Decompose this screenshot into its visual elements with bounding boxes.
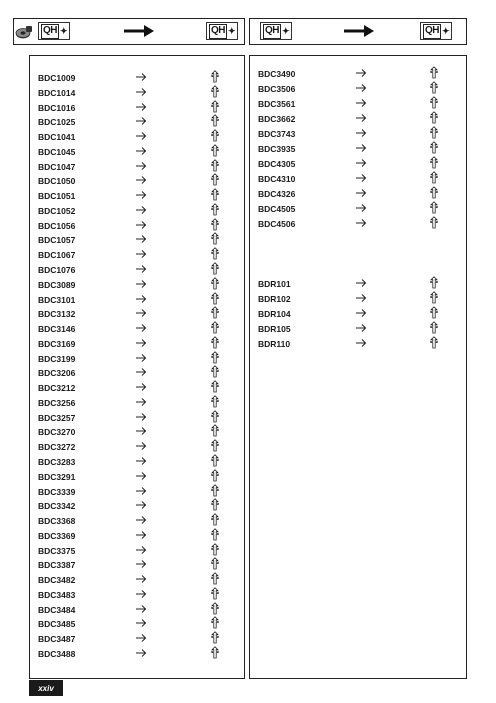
qh-logo-icon: QH ✦ [260,22,292,40]
part-code: BDC1050 [38,176,76,187]
part-code: BDC3561 [258,99,296,109]
part-code: BDR110 [258,339,291,349]
right-arrow-icon [135,233,147,245]
right-arrow-icon [135,219,147,231]
right-arrow-icon [135,440,147,452]
right-arrow-icon [135,293,147,305]
part-code: BDC3487 [38,634,76,645]
cross-symbol-icon [211,321,219,334]
part-code: BDC3375 [38,545,76,556]
part-code: BDC3935 [258,144,296,154]
right-arrow-icon [135,558,147,570]
right-arrow-icon [135,263,147,275]
part-code: BDC3488 [38,649,76,660]
cross-symbol-icon [430,321,438,334]
cross-symbol-icon [430,201,438,214]
part-code: BDC3482 [38,575,76,586]
right-arrow-icon [355,97,367,109]
part-code: BDC3484 [38,604,76,615]
right-arrow-icon [135,647,147,659]
part-code: BDC3291 [38,471,76,482]
part-code: BDC3369 [38,530,76,541]
part-code: BDC3101 [38,294,76,305]
part-code: BDC3146 [38,324,76,335]
part-code: BDC3212 [38,383,76,394]
right-arrow-icon [135,588,147,600]
qh-logo-icon: QH ✦ [206,22,238,40]
cross-symbol-icon [211,365,219,378]
right-arrow-icon [355,82,367,94]
cross-symbol-icon [211,262,219,275]
cross-symbol-icon [211,70,219,83]
right-arrow-icon [355,67,367,79]
cross-symbol-icon [430,156,438,169]
cross-symbol-icon [211,114,219,127]
part-code: BDC3257 [38,412,76,423]
part-code: BDC4506 [258,219,296,229]
part-code: BDC3743 [258,129,296,139]
cross-symbol-icon [430,111,438,124]
right-arrow-icon [355,337,367,349]
part-code: BDC1057 [38,235,76,246]
qh-logo-icon: QH ✦ [38,22,70,40]
part-code: BDC3256 [38,397,76,408]
right-arrow-icon [135,529,147,541]
right-arrow-icon [135,337,147,349]
cross-symbol-icon [211,336,219,349]
part-code: BDC4310 [258,174,296,184]
right-arrow-icon [135,470,147,482]
right-arrow-icon [135,455,147,467]
cross-symbol-icon [211,380,219,393]
cross-symbol-icon [211,631,219,644]
cross-symbol-icon [430,276,438,289]
right-arrow-icon [135,544,147,556]
right-arrow-icon [355,187,367,199]
right-arrow-icon [135,499,147,511]
right-arrow-icon [355,202,367,214]
cross-symbol-icon [430,336,438,349]
right-arrow-icon [135,485,147,497]
part-code: BDR102 [258,294,291,304]
part-code: BDC3490 [258,69,296,79]
right-arrow-icon [135,632,147,644]
part-code: BDC3132 [38,309,76,320]
part-code: BDC1076 [38,265,76,275]
cross-symbol-icon [211,144,219,157]
part-code: BDC3483 [38,589,76,600]
part-code: BDC4305 [258,159,296,169]
cross-symbol-icon [430,291,438,304]
cross-symbol-icon [211,498,219,511]
right-arrow-icon [135,145,147,157]
logo-text: QH [209,24,227,39]
right-arrow-icon [135,381,147,393]
part-code: BDC3283 [38,457,76,468]
right-arrow-icon [135,352,147,364]
cross-symbol-icon [211,528,219,541]
cross-symbol-icon [430,141,438,154]
right-arrow-icon [135,248,147,260]
cross-symbol-icon [211,616,219,629]
part-code: BDC1014 [38,87,76,98]
cross-symbol-icon [211,587,219,600]
cross-symbol-icon [430,126,438,139]
part-code: BDC1016 [38,102,76,113]
right-arrow-icon [355,217,367,229]
part-code: BDC3089 [38,279,76,290]
right-arrow-icon [355,172,367,184]
cross-symbol-icon [430,171,438,184]
right-arrow-icon [135,617,147,629]
brake-disc-icon [15,24,33,40]
part-code: BDC1052 [38,205,76,216]
bold-right-arrow-icon [124,25,154,37]
cross-symbol-icon [211,203,219,216]
right-arrow-icon [355,112,367,124]
part-code: BDR101 [258,279,291,289]
cross-symbol-icon [211,602,219,615]
part-code: BDC3368 [38,516,76,527]
part-code: BDC3387 [38,560,76,571]
part-row [250,219,466,233]
part-code: BDR105 [258,324,291,334]
part-code: BDC3169 [38,338,76,349]
cross-symbol-icon [211,646,219,659]
part-code: BDC1045 [38,146,76,157]
page-number: xxiv [29,680,63,696]
part-code: BDC1067 [38,250,76,261]
part-code: BDC3485 [38,619,76,630]
right-arrow-icon [135,322,147,334]
right-arrow-icon [135,307,147,319]
cross-symbol-icon [211,543,219,556]
cross-symbol-icon [430,216,438,229]
cross-symbol-icon [211,351,219,364]
right-arrow-icon [135,204,147,216]
cross-symbol-icon [211,247,219,260]
cross-symbol-icon [211,188,219,201]
cross-symbol-icon [211,173,219,186]
cross-symbol-icon [211,129,219,142]
cross-symbol-icon [211,218,219,231]
right-arrow-icon [135,366,147,378]
part-code: BDC1009 [38,73,76,83]
cross-symbol-icon [211,424,219,437]
right-arrow-icon [355,277,367,289]
right-arrow-icon [135,115,147,127]
right-arrow-icon [135,514,147,526]
right-arrow-icon [135,101,147,113]
right-arrow-icon [355,307,367,319]
right-arrow-icon [355,157,367,169]
part-code: BDC3206 [38,368,76,379]
right-arrow-icon [355,142,367,154]
cross-symbol-icon [430,96,438,109]
header-left [13,18,245,45]
part-code: BDC1047 [38,161,76,172]
right-arrow-icon [135,396,147,408]
right-arrow-icon [135,71,147,83]
part-code: BDC4505 [258,204,296,214]
cross-symbol-icon [211,100,219,113]
part-code: BDC3506 [258,84,296,94]
part-code: BDC1025 [38,117,76,128]
cross-symbol-icon [211,557,219,570]
right-arrow-icon [135,573,147,585]
right-arrow-icon [355,292,367,304]
cross-symbol-icon [211,572,219,585]
part-code: BDC3339 [38,486,76,497]
part-code: BDC1056 [38,220,76,231]
cross-symbol-icon [211,513,219,526]
cross-symbol-icon [430,66,438,79]
right-arrow-icon [355,322,367,334]
part-code: BDR104 [258,309,291,319]
part-code: BDC4326 [258,189,296,199]
part-code: BDC3270 [38,427,76,438]
part-code: BDC1041 [38,132,76,143]
cross-symbol-icon [211,469,219,482]
bold-right-arrow-icon [344,25,374,37]
part-row [250,339,466,353]
right-arrow-icon [135,174,147,186]
logo-text: QH [41,24,59,39]
cross-symbol-icon [211,484,219,497]
cross-symbol-icon [430,81,438,94]
left-parts-panel [29,55,245,679]
part-code: BDC3199 [38,353,76,364]
right-arrow-icon [355,127,367,139]
right-arrow-icon [135,425,147,437]
cross-symbol-icon [211,292,219,305]
cross-symbol-icon [211,277,219,290]
right-arrow-icon [135,603,147,615]
right-arrow-icon [135,278,147,290]
part-code: BDC3342 [38,501,76,512]
cross-symbol-icon [211,306,219,319]
cross-symbol-icon [211,439,219,452]
logo-text: QH [263,24,281,39]
cross-symbol-icon [211,159,219,172]
cross-symbol-icon [430,306,438,319]
logo-text: QH [423,24,441,39]
part-code: BDC3662 [258,114,296,124]
cross-symbol-icon [430,186,438,199]
cross-symbol-icon [211,232,219,245]
part-code: BDC1051 [38,191,76,202]
right-arrow-icon [135,411,147,423]
right-arrow-icon [135,160,147,172]
header-right [249,18,467,45]
cross-symbol-icon [211,410,219,423]
right-arrow-icon [135,189,147,201]
right-arrow-icon [135,130,147,142]
right-parts-panel [249,55,467,679]
cross-symbol-icon [211,85,219,98]
right-arrow-icon [135,86,147,98]
qh-logo-icon: QH ✦ [420,22,452,40]
part-row [30,649,244,663]
cross-symbol-icon [211,395,219,408]
cross-symbol-icon [211,454,219,467]
part-code: BDC3272 [38,442,76,453]
